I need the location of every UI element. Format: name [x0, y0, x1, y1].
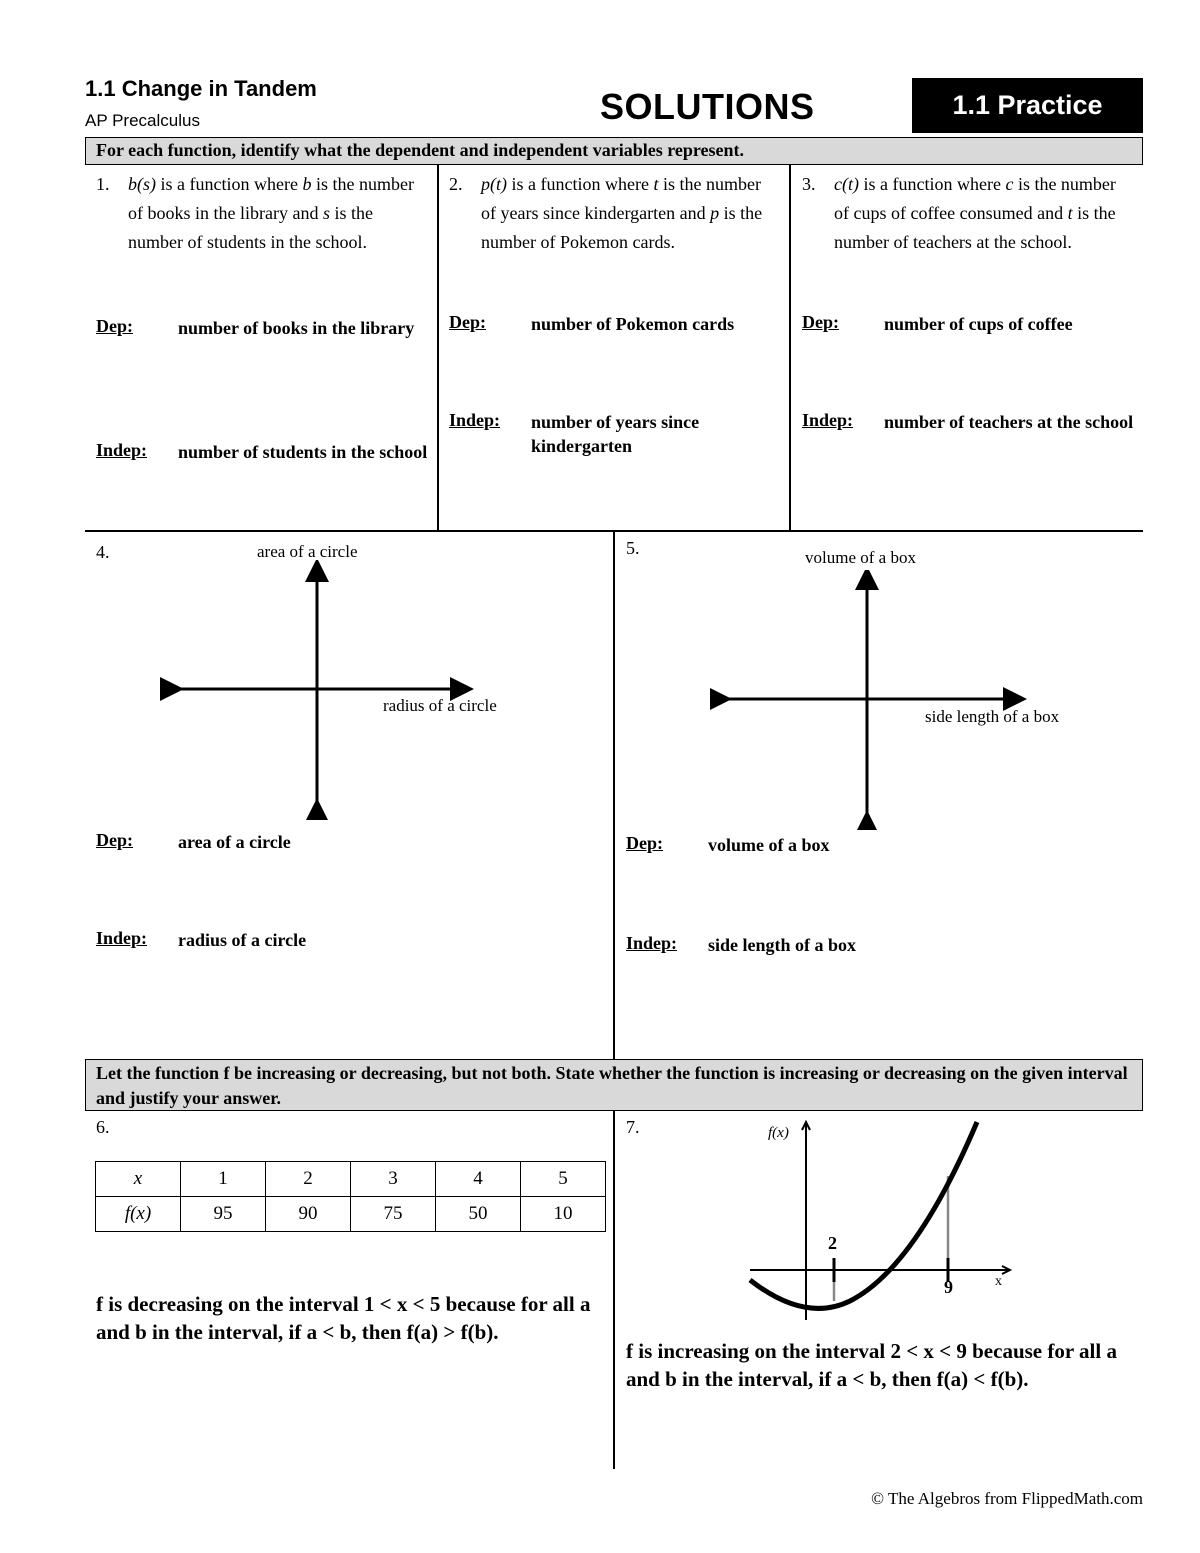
graph-y-label: f(x) [768, 1125, 789, 1141]
table-cell: 95 [181, 1197, 266, 1232]
table-cell: 4 [436, 1162, 521, 1197]
indep-answer: number of teachers at the school [884, 412, 1134, 432]
solutions-heading: SOLUTIONS [600, 86, 815, 127]
y-axis-label: volume of a box [805, 548, 916, 567]
graph-x-label: x [995, 1274, 1002, 1289]
dep-label: Dep: [626, 833, 663, 853]
table-cell: 90 [266, 1197, 351, 1232]
axes-4 [160, 560, 480, 820]
indep-label: Indep: [626, 933, 678, 953]
table-cell: 75 [351, 1197, 436, 1232]
dep-label: Dep: [802, 312, 839, 332]
dep-label: Dep: [96, 830, 133, 850]
table-cell: 2 [266, 1162, 351, 1197]
divider [437, 165, 439, 532]
problem-number: 2. [449, 174, 463, 194]
indep-label: Indep: [802, 410, 854, 430]
problem-number: 4. [96, 542, 110, 562]
problem-number: 7. [626, 1117, 640, 1137]
dep-answer: number of books in the library [178, 318, 415, 338]
problem-number: 6. [96, 1117, 110, 1137]
graph-marker-2: 2 [828, 1233, 837, 1253]
practice-badge: 1.1 Practice [912, 78, 1143, 133]
function-graph [740, 1118, 1030, 1323]
indep-answer: number of students in the school [178, 442, 428, 462]
function-table [95, 1161, 606, 1232]
y-axis-label: area of a circle [257, 542, 358, 561]
dep-answer: number of cups of coffee [884, 314, 1073, 334]
indep-answer: number of years since kindergarten [531, 412, 700, 456]
problem-2-statement: 2. p(t) is a function where t is the number of years since kindergarten and p is the number of Pokemon cards. [449, 170, 784, 290]
instruction-banner-1: For each function, identify what the dependent and independent variables represent. [85, 137, 1143, 165]
problem-1-statement: 1. b(s) is a function where b is the number of books in the library and s is the number of students in the school. [96, 170, 431, 290]
table-cell: 5 [521, 1162, 606, 1197]
indep-answer: side length of a box [708, 935, 857, 955]
divider [789, 165, 791, 532]
indep-label: Indep: [96, 928, 148, 948]
course-name: AP Precalculus [85, 111, 200, 130]
problem-number: 1. [96, 174, 110, 194]
indep-answer: radius of a circle [178, 930, 307, 950]
dep-label: Dep: [449, 312, 486, 332]
axes-5 [710, 570, 1030, 830]
problem-number: 3. [802, 174, 816, 194]
indep-label: Indep: [96, 440, 148, 460]
instruction-banner-2: Let the function f be increasing or decreasing, but not both. State whether the function is increasing or decreasing on the given interval and justify your answer. [85, 1059, 1143, 1111]
copyright: © The Algebros from FlippedMath.com [871, 1489, 1143, 1508]
row-header: x [133, 1168, 143, 1189]
divider [613, 532, 615, 1060]
problem-3-statement: 3. c(t) is a function where c is the number of cups of coffee consumed and t is the number of teachers at the school. [802, 170, 1137, 290]
table-row [96, 1197, 606, 1232]
dep-answer: volume of a box [708, 835, 830, 855]
problem-number: 5. [626, 538, 640, 558]
problem-7-answer: f is increasing on the interval 2 < x < 9 because for all a and b in the interval, if a < b, then f(a) < f(b). [626, 1339, 1117, 1391]
problem-6-answer: f is decreasing on the interval 1 < x < 5 because for all a and b in the interval, if a < b, then f(a) > f(b). [96, 1292, 591, 1344]
table-row [96, 1162, 606, 1197]
dep-label: Dep: [96, 316, 133, 336]
row-header: f(x) [124, 1203, 152, 1224]
worksheet-title: 1.1 Change in Tandem [85, 76, 317, 101]
table-cell: 1 [181, 1162, 266, 1197]
table-cell: 10 [521, 1197, 606, 1232]
x-axis-label: side length of a box [925, 707, 1060, 726]
divider [613, 1111, 615, 1469]
x-axis-label: radius of a circle [383, 696, 497, 715]
table-cell: 3 [351, 1162, 436, 1197]
dep-answer: area of a circle [178, 832, 291, 852]
dep-answer: number of Pokemon cards [531, 314, 735, 334]
graph-marker-9: 9 [944, 1277, 953, 1297]
function-curve [750, 1122, 977, 1308]
table-cell: 50 [436, 1197, 521, 1232]
indep-label: Indep: [449, 410, 501, 430]
